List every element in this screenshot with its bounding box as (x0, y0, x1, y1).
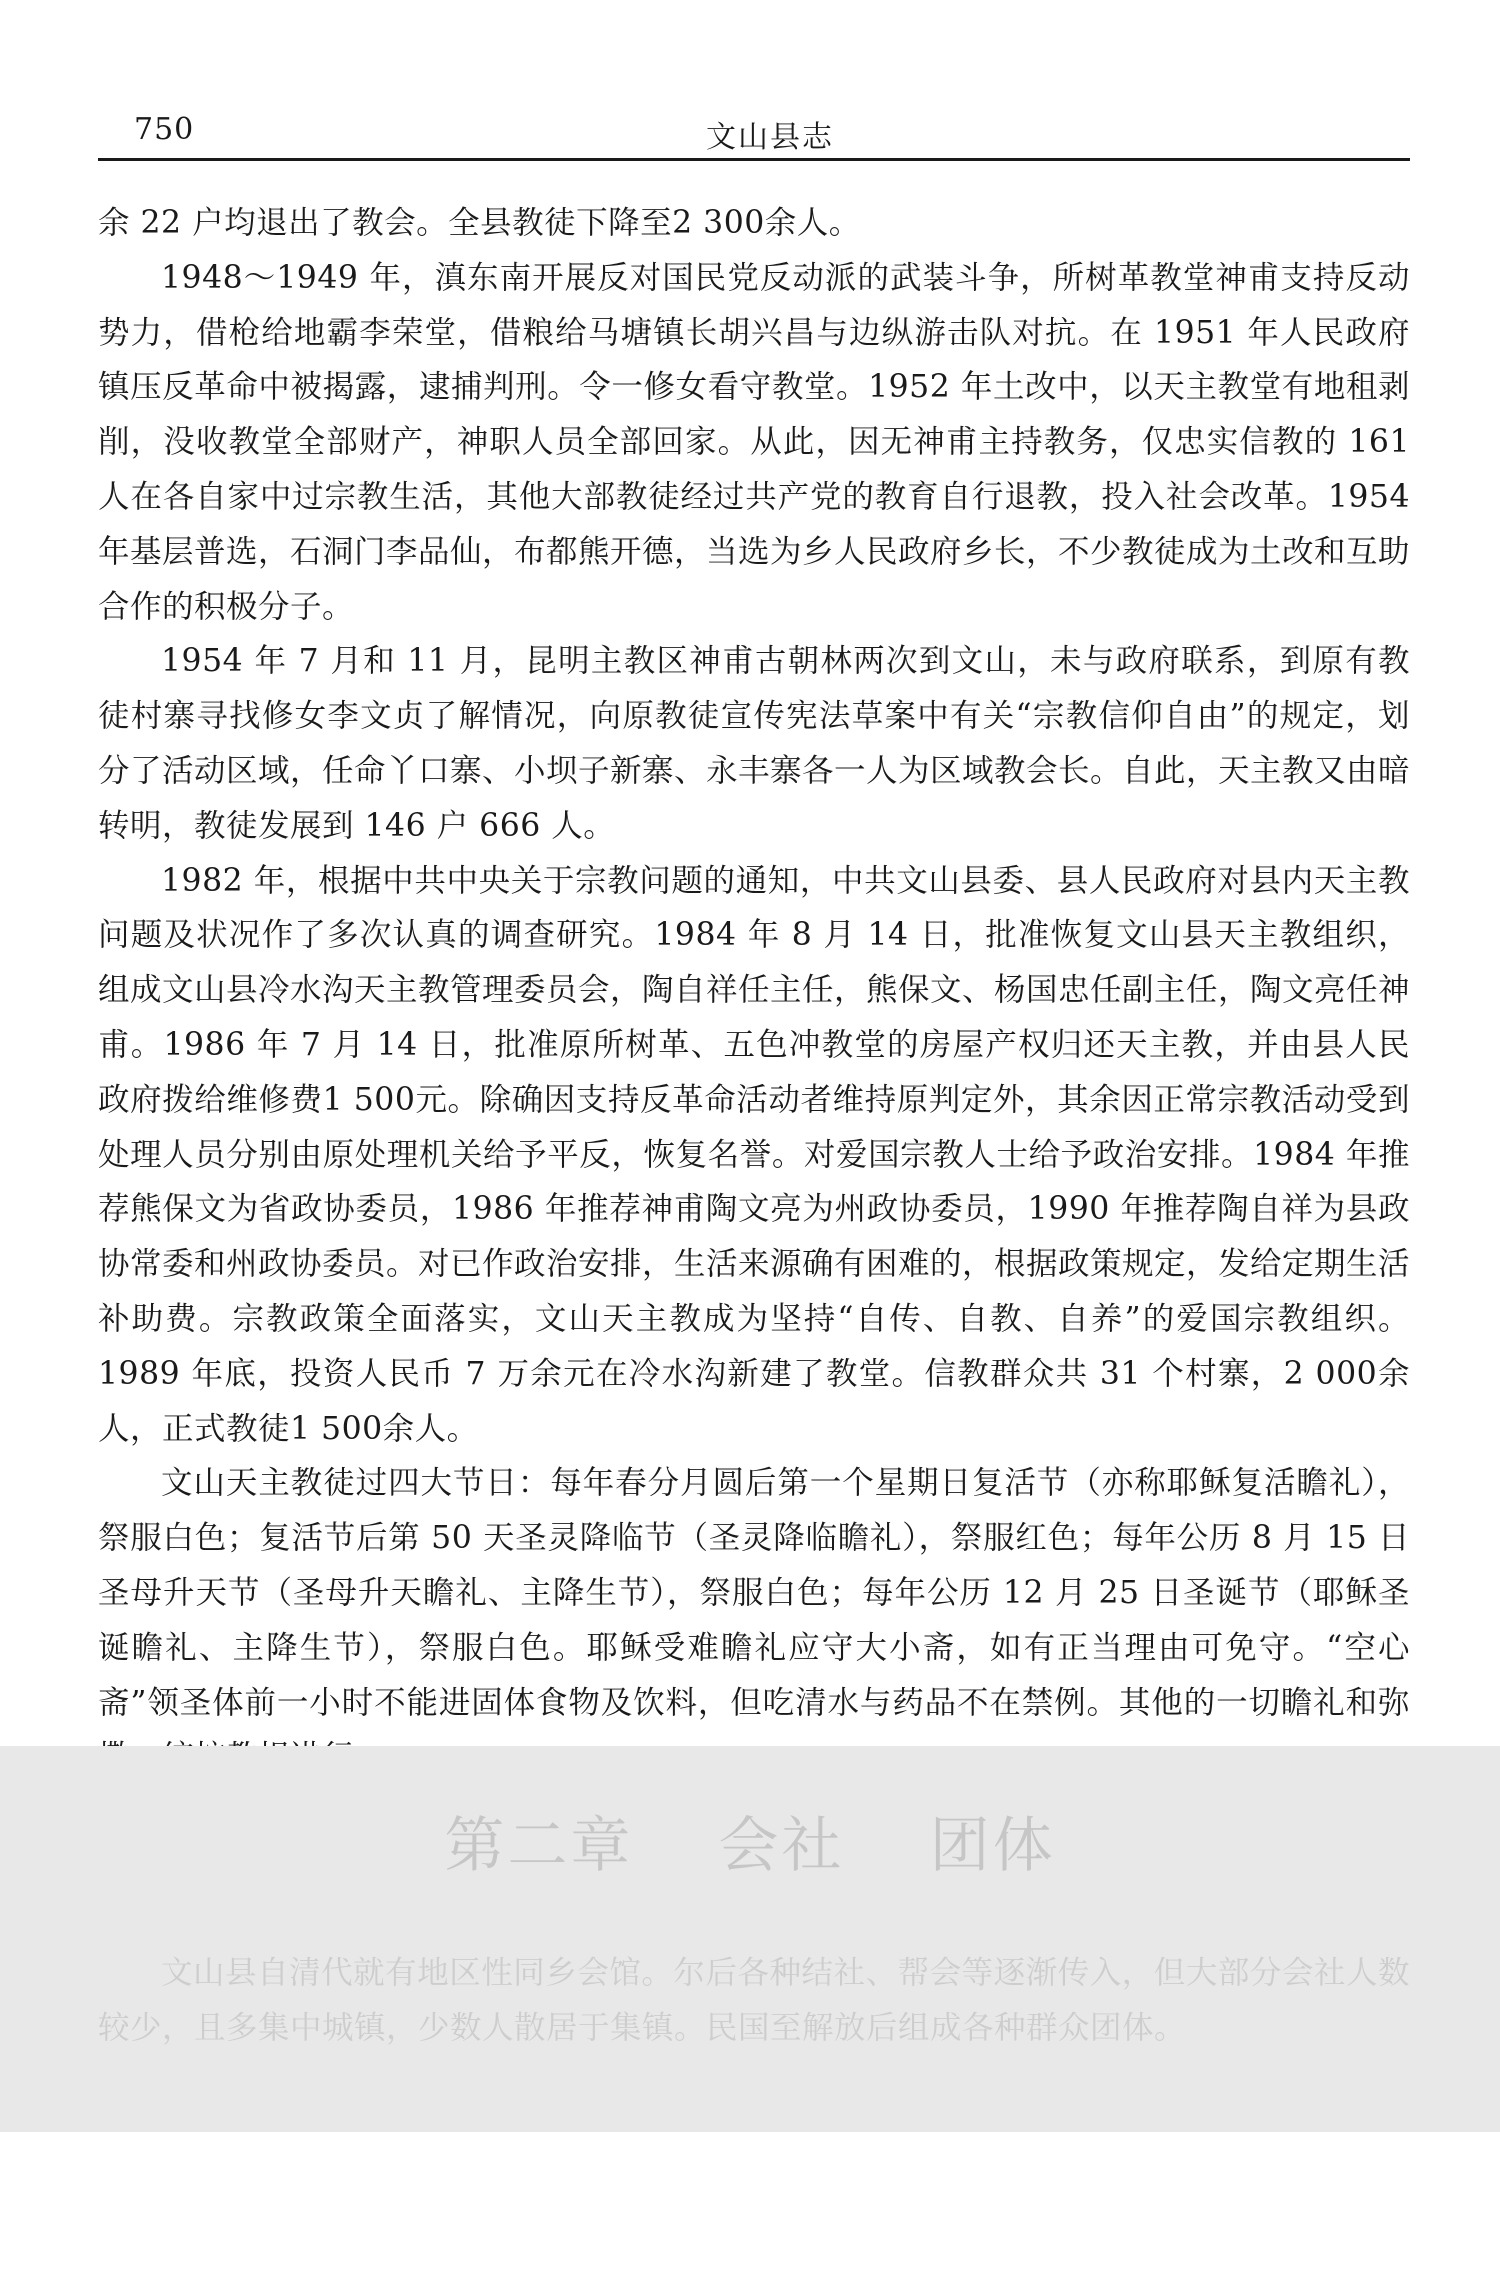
chapter-preview-band (0, 1746, 1500, 2132)
paragraph: 1948～1949 年，滇东南开展反对国民党反动派的武装斗争，所树革教堂神甫支持反动势力，借枪给地霸李荣堂，借粮给马塘镇长胡兴昌与边纵游击队对抗。在 1951 年人民政府镇压反革命中被揭露，逮捕判刑。令一修女看守教堂。1952 年土改中，以天主教堂有地租剥削，没收教堂全部财产，神职人员全部回家。从此，因无神甫主持教务，仅忠实信教的 161 人在各自家中过宗教生活，其他大部教徒经过共产党的教育自行退教，投入社会改革。1954 年基层普选，石洞门李品仙，布都熊开德，当选为乡人民政府乡长，不少教徒成为土改和互助合作的积极分子。 (98, 259, 1411, 625)
body-text (98, 196, 1410, 1785)
chapter-intro-paragraph: 文山县自清代就有地区性同乡会馆。尔后各种结社、帮会等逐渐传入，但大部分会社人数较少，且多集中城镇，少数人散居于集镇。民国至解放后组成各种群众团体。 (98, 1955, 1410, 2046)
chapter-intro (98, 1946, 1410, 2056)
paragraph: 1954 年 7 月和 11 月，昆明主教区神甫古朝林两次到文山，未与政府联系，到原有教徒村寨寻找修女李文贞了解情况，向原教徒宣传宪法草案中有关“宗教信仰自由”的规定，划分了活动区域，任命丫口寨、小坝子新寨、永丰寨各一人为区域教会长。自此，天主教又由暗转明，教徒发展到 146 户 666 人。 (98, 643, 1411, 844)
paragraph: 文山天主教徒过四大节日：每年春分月圆后第一个星期日复活节（亦称耶稣复活瞻礼），祭服白色；复活节后第 50 天圣灵降临节（圣灵降临瞻礼），祭服红色；每年公历 8 月 15 日圣母升天节（圣母升天瞻礼、主降生节），祭服白色；每年公历 12 月 25 日圣诞节（耶稣圣诞瞻礼、主降生节），祭服白色。耶稣受难瞻礼应守大小斋，如有正当理由可免守。“空心斋”领圣体前一小时不能进固体食物及饮料，但吃清水与药品不在禁例。其他的一切瞻礼和弥 (98, 1465, 1410, 1721)
paragraph: 1982 年，根据中共中央关于宗教问题的通知，中共文山县委、县人民政府对县内天主教问题及状况作了多次认真的调查研究。1984 年 8 月 14 日，批准恢复文山县天主教组织，组成文山县冷水沟天主教管理委员会，陶自祥任主任，熊保文、杨国忠任副主任，陶文亮任神甫。1986 年 7 月 14 日，批准原所树革、五色冲教堂的房屋产权归还天主教，并由县人民政府拨给维修费1 500元。除确因支持反革命活动者维持原判定外，其余因正常宗教活动受到处理人员分别由原处理机关给予平反，恢复名誉。对爱国宗教人士给予政治安排。1984 年推荐熊保文为省政协委员，1986 年推荐神甫陶文亮为州政协委员，1990 年推荐陶自祥为县政协常委和州政协委员。对已作政治安排，生活来源确有困难的，根据政策规定，发给定期生活补助费。宗教政策全面落实，文山天主教成为坚持“自传、自教、自养”的爱国宗教组织。1989 年底，投资人民币 7 万余元在冷水沟新建了教堂。信教群众共 31 个村寨，2 000余人，正式教徒1 500余人。 (98, 862, 1411, 1447)
running-title: 文山县志 (706, 120, 834, 155)
page-number: 750 (134, 112, 195, 147)
chapter-title: 第二章 会社 团体 (444, 1811, 1056, 1881)
page-header (130, 112, 1410, 160)
paragraph-continuation: 余 22 户均退出了教会。全县教徒下降至2 300余人。 (98, 205, 861, 241)
header-rule (98, 158, 1410, 161)
